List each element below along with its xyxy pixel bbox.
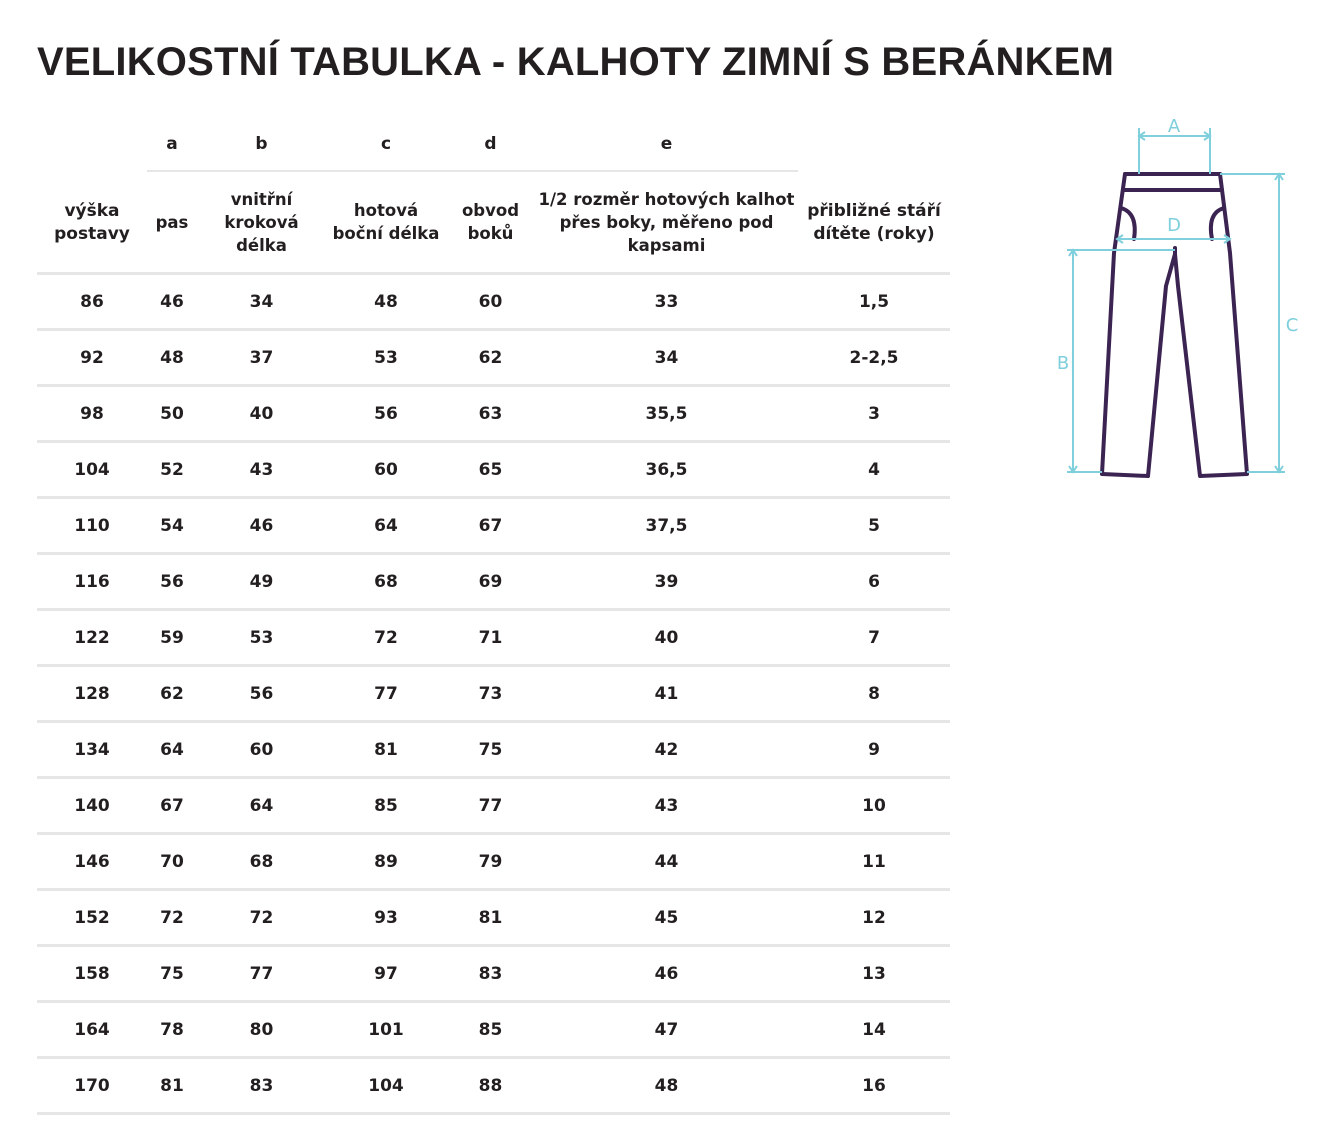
cell-height: 110 — [37, 498, 147, 554]
cell-side-length: 56 — [326, 386, 446, 442]
cell-inseam: 68 — [197, 834, 326, 890]
cell-half-hip-width: 48 — [535, 1058, 798, 1114]
header-waist: pas — [147, 171, 197, 274]
table-row — [37, 610, 950, 666]
cell-inseam: 72 — [197, 890, 326, 946]
cell-inseam: 64 — [197, 778, 326, 834]
label-b: B — [1056, 353, 1070, 374]
cell-half-hip-width: 42 — [535, 722, 798, 778]
table-row — [37, 890, 950, 946]
table-row — [37, 554, 950, 610]
table-row — [37, 778, 950, 834]
table-row — [37, 274, 950, 330]
cell-waist: 54 — [147, 498, 197, 554]
table-row — [37, 946, 950, 1002]
cell-side-length: 93 — [326, 890, 446, 946]
cell-height: 152 — [37, 890, 147, 946]
cell-side-length: 72 — [326, 610, 446, 666]
table-row — [37, 330, 950, 386]
cell-height: 164 — [37, 1002, 147, 1058]
pants-measurement-diagram — [1050, 108, 1310, 488]
header-height: výška postavy — [37, 118, 147, 274]
cell-age: 16 — [798, 1058, 950, 1114]
pants-left-pocket — [1121, 208, 1135, 239]
table-row — [37, 834, 950, 890]
cell-half-hip-width: 41 — [535, 666, 798, 722]
cell-age: 10 — [798, 778, 950, 834]
cell-hip-circumference: 88 — [446, 1058, 535, 1114]
letter-b: b — [197, 118, 326, 171]
cell-waist: 46 — [147, 274, 197, 330]
pants-right-pocket — [1211, 208, 1224, 239]
cell-age: 2-2,5 — [798, 330, 950, 386]
cell-side-length: 68 — [326, 554, 446, 610]
cell-side-length: 97 — [326, 946, 446, 1002]
page-title: VELIKOSTNÍ TABULKA - KALHOTY ZIMNÍ S BERÁNKEM — [37, 40, 1115, 84]
cell-side-length: 60 — [326, 442, 446, 498]
cell-half-hip-width: 44 — [535, 834, 798, 890]
cell-inseam: 83 — [197, 1058, 326, 1114]
cell-half-hip-width: 37,5 — [535, 498, 798, 554]
cell-waist: 59 — [147, 610, 197, 666]
cell-half-hip-width: 45 — [535, 890, 798, 946]
cell-waist: 67 — [147, 778, 197, 834]
label-d: D — [1167, 215, 1181, 236]
cell-hip-circumference: 79 — [446, 834, 535, 890]
letter-a: a — [147, 118, 197, 171]
cell-age: 1,5 — [798, 274, 950, 330]
cell-inseam: 43 — [197, 442, 326, 498]
cell-half-hip-width: 36,5 — [535, 442, 798, 498]
cell-waist: 72 — [147, 890, 197, 946]
cell-side-length: 53 — [326, 330, 446, 386]
cell-side-length: 104 — [326, 1058, 446, 1114]
cell-height: 170 — [37, 1058, 147, 1114]
cell-waist: 75 — [147, 946, 197, 1002]
cell-half-hip-width: 35,5 — [535, 386, 798, 442]
size-table — [37, 118, 950, 1115]
size-table-container — [37, 118, 950, 1115]
table-row — [37, 1058, 950, 1114]
cell-inseam: 46 — [197, 498, 326, 554]
cell-height: 104 — [37, 442, 147, 498]
cell-inseam: 49 — [197, 554, 326, 610]
cell-side-length: 89 — [326, 834, 446, 890]
cell-age: 4 — [798, 442, 950, 498]
cell-hip-circumference: 81 — [446, 890, 535, 946]
cell-height: 116 — [37, 554, 147, 610]
header-age: přibližné stáří dítěte (roky) — [798, 118, 950, 274]
label-a: A — [1167, 116, 1181, 137]
cell-hip-circumference: 65 — [446, 442, 535, 498]
cell-waist: 52 — [147, 442, 197, 498]
cell-age: 11 — [798, 834, 950, 890]
cell-age: 3 — [798, 386, 950, 442]
cell-hip-circumference: 75 — [446, 722, 535, 778]
cell-half-hip-width: 43 — [535, 778, 798, 834]
cell-side-length: 64 — [326, 498, 446, 554]
cell-height: 122 — [37, 610, 147, 666]
cell-waist: 70 — [147, 834, 197, 890]
cell-half-hip-width: 34 — [535, 330, 798, 386]
cell-height: 128 — [37, 666, 147, 722]
letter-d: d — [446, 118, 535, 171]
size-table-body — [37, 274, 950, 1114]
cell-age: 6 — [798, 554, 950, 610]
cell-height: 92 — [37, 330, 147, 386]
cell-height: 158 — [37, 946, 147, 1002]
cell-waist: 50 — [147, 386, 197, 442]
cell-hip-circumference: 62 — [446, 330, 535, 386]
cell-side-length: 77 — [326, 666, 446, 722]
cell-inseam: 40 — [197, 386, 326, 442]
cell-age: 7 — [798, 610, 950, 666]
cell-hip-circumference: 67 — [446, 498, 535, 554]
pants-diagram-svg — [1050, 108, 1310, 488]
cell-waist: 64 — [147, 722, 197, 778]
pants-left-leg-outline — [1102, 174, 1175, 476]
table-row — [37, 722, 950, 778]
table-row — [37, 498, 950, 554]
cell-side-length: 48 — [326, 274, 446, 330]
header-hip-circumference: obvod boků — [446, 171, 535, 274]
cell-waist: 56 — [147, 554, 197, 610]
cell-height: 134 — [37, 722, 147, 778]
cell-half-hip-width: 39 — [535, 554, 798, 610]
letter-e: e — [535, 118, 798, 171]
cell-hip-circumference: 60 — [446, 274, 535, 330]
header-half-hip-width: 1/2 rozměr hotových kalhot přes boky, měřeno pod kapsami — [535, 171, 798, 274]
cell-inseam: 34 — [197, 274, 326, 330]
cell-inseam: 56 — [197, 666, 326, 722]
cell-hip-circumference: 83 — [446, 946, 535, 1002]
cell-inseam: 80 — [197, 1002, 326, 1058]
cell-age: 14 — [798, 1002, 950, 1058]
cell-height: 86 — [37, 274, 147, 330]
cell-age: 12 — [798, 890, 950, 946]
cell-side-length: 81 — [326, 722, 446, 778]
measure-lines — [1067, 128, 1285, 472]
cell-hip-circumference: 85 — [446, 1002, 535, 1058]
label-c: C — [1285, 315, 1299, 336]
cell-waist: 62 — [147, 666, 197, 722]
cell-half-hip-width: 33 — [535, 274, 798, 330]
cell-age: 9 — [798, 722, 950, 778]
cell-waist: 78 — [147, 1002, 197, 1058]
header-inseam: vnitřní kroková délka — [197, 171, 326, 274]
cell-age: 8 — [798, 666, 950, 722]
cell-inseam: 53 — [197, 610, 326, 666]
cell-age: 13 — [798, 946, 950, 1002]
cell-half-hip-width: 47 — [535, 1002, 798, 1058]
cell-height: 146 — [37, 834, 147, 890]
cell-waist: 81 — [147, 1058, 197, 1114]
header-side-length: hotová boční délka — [326, 171, 446, 274]
table-row — [37, 1002, 950, 1058]
cell-height: 140 — [37, 778, 147, 834]
cell-inseam: 37 — [197, 330, 326, 386]
letter-c: c — [326, 118, 446, 171]
table-row — [37, 442, 950, 498]
cell-hip-circumference: 73 — [446, 666, 535, 722]
cell-side-length: 101 — [326, 1002, 446, 1058]
cell-age: 5 — [798, 498, 950, 554]
cell-inseam: 77 — [197, 946, 326, 1002]
table-row — [37, 666, 950, 722]
pants-waistband — [1123, 174, 1222, 190]
cell-hip-circumference: 63 — [446, 386, 535, 442]
cell-hip-circumference: 77 — [446, 778, 535, 834]
letter-header-row — [37, 118, 950, 171]
cell-side-length: 85 — [326, 778, 446, 834]
cell-inseam: 60 — [197, 722, 326, 778]
cell-half-hip-width: 40 — [535, 610, 798, 666]
cell-half-hip-width: 46 — [535, 946, 798, 1002]
cell-height: 98 — [37, 386, 147, 442]
cell-hip-circumference: 71 — [446, 610, 535, 666]
cell-hip-circumference: 69 — [446, 554, 535, 610]
cell-waist: 48 — [147, 330, 197, 386]
table-row — [37, 386, 950, 442]
